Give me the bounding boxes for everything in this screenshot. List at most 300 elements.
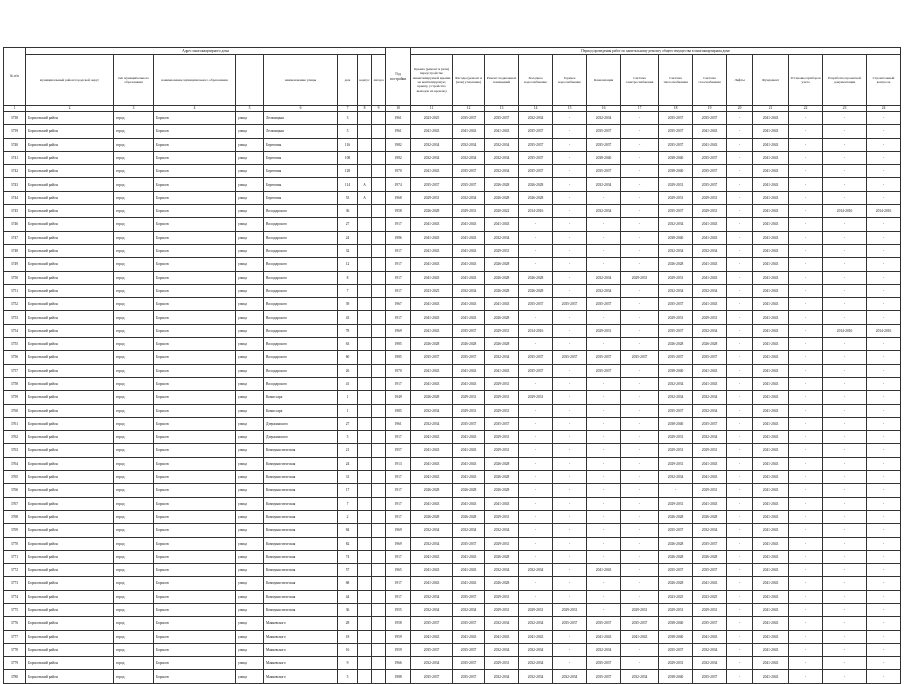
building-cell bbox=[358, 564, 372, 577]
facade-period-cell: 2041-2043 bbox=[453, 564, 485, 577]
letter-cell bbox=[372, 364, 386, 377]
roof-period-cell: 2032-2034 bbox=[411, 524, 453, 537]
municipality-cell: Борисов bbox=[154, 191, 236, 204]
roof-period-cell: 2035-2037 bbox=[411, 351, 453, 364]
settlement-type-cell: город bbox=[114, 497, 154, 510]
foundation-period-cell: 2041-2043 bbox=[753, 205, 789, 218]
table-row bbox=[4, 550, 901, 563]
foundation-period-cell: 2041-2043 bbox=[753, 484, 789, 497]
meters-period-cell: - bbox=[789, 404, 823, 417]
foundation-period-cell: 2041-2043 bbox=[753, 218, 789, 231]
cold-water-period-cell: - bbox=[519, 550, 553, 563]
street-name-cell: Комиссара bbox=[264, 391, 338, 404]
meters-period-cell: - bbox=[789, 657, 823, 670]
cold-water-period-cell: - bbox=[519, 431, 553, 444]
municipality-cell: Борисов bbox=[154, 537, 236, 550]
table-row bbox=[4, 324, 901, 337]
hot-water-period-cell: - bbox=[553, 125, 587, 138]
electricity-period-cell: - bbox=[621, 324, 659, 337]
foundation-period-cell: 2041-2043 bbox=[753, 125, 789, 138]
construction-control-period-cell: - bbox=[867, 630, 901, 643]
construction-control-period-cell: - bbox=[867, 417, 901, 430]
meters-period-cell: - bbox=[789, 471, 823, 484]
elevator-period-cell: - bbox=[727, 510, 753, 523]
build-year-cell: 1958 bbox=[386, 205, 411, 218]
letter-cell bbox=[372, 138, 386, 151]
gas-period-cell: 2041-2043 bbox=[693, 457, 727, 470]
construction-control-period-cell: - bbox=[867, 298, 901, 311]
gas-period-cell: 2041-2043 bbox=[693, 271, 727, 284]
row-number-cell: 3745 bbox=[4, 205, 26, 218]
elevator-period-cell: - bbox=[727, 271, 753, 284]
cold-water-period-cell: - bbox=[519, 537, 553, 550]
electricity-period-cell: - bbox=[621, 404, 659, 417]
build-year-cell: 1959 bbox=[386, 630, 411, 643]
gas-period-cell: 2035-2037 bbox=[693, 617, 727, 630]
elevator-period-cell: - bbox=[727, 324, 753, 337]
elevator-period-cell: - bbox=[727, 417, 753, 430]
table-row bbox=[4, 191, 901, 204]
design-docs-period-cell: - bbox=[823, 311, 867, 324]
house-cell: 53 bbox=[338, 191, 358, 204]
periods-group-header: Период проведения работ по капитальному ремонту общего имущества в многоквартирном доме bbox=[411, 48, 901, 55]
construction-control-period-cell: 2014-2016 bbox=[867, 205, 901, 218]
heating-period-cell: 2038-2040 bbox=[659, 630, 693, 643]
sewerage-period-cell: - bbox=[587, 603, 621, 616]
house-cell: 7 bbox=[338, 284, 358, 297]
basement-period-cell: 2032-2034 bbox=[485, 138, 519, 151]
street-name-cell: Коммунистическая bbox=[264, 577, 338, 590]
table-row bbox=[4, 298, 901, 311]
electricity-period-cell: - bbox=[621, 112, 659, 125]
build-year-cell: 1970 bbox=[386, 165, 411, 178]
row-number-cell: 3769 bbox=[4, 524, 26, 537]
hot-water-period-cell: - bbox=[553, 138, 587, 151]
build-year-cell: 1985 bbox=[386, 338, 411, 351]
column-header: Горячее водоснабжение bbox=[553, 55, 587, 106]
column-number: 4 bbox=[154, 106, 236, 112]
foundation-period-cell: 2041-2043 bbox=[753, 577, 789, 590]
letter-cell bbox=[372, 444, 386, 457]
heating-period-cell: - bbox=[659, 484, 693, 497]
hot-water-period-cell: - bbox=[553, 324, 587, 337]
roof-period-cell: 2041-2043 bbox=[411, 244, 453, 257]
sewerage-period-cell: 2035-2037 bbox=[587, 670, 621, 683]
settlement-type-cell: город bbox=[114, 617, 154, 630]
street-name-cell: Коммунистическая bbox=[264, 590, 338, 603]
house-cell: 63 bbox=[338, 338, 358, 351]
row-number-cell: 3780 bbox=[4, 670, 26, 683]
settlement-type-cell: город bbox=[114, 550, 154, 563]
basement-period-cell: 2035-2037 bbox=[485, 417, 519, 430]
table-row bbox=[4, 444, 901, 457]
building-cell bbox=[358, 643, 372, 656]
settlement-type-cell: город bbox=[114, 271, 154, 284]
sewerage-period-cell: 2035-2037 bbox=[587, 138, 621, 151]
electricity-period-cell: - bbox=[621, 657, 659, 670]
construction-control-period-cell: - bbox=[867, 138, 901, 151]
gas-period-cell: 2041-2043 bbox=[693, 125, 727, 138]
elevator-period-cell: - bbox=[727, 603, 753, 616]
district-cell: Борисовский район bbox=[26, 630, 114, 643]
design-docs-period-cell: - bbox=[823, 497, 867, 510]
elevator-period-cell: - bbox=[727, 550, 753, 563]
sewerage-period-cell: 2035-2037 bbox=[587, 125, 621, 138]
meters-period-cell: - bbox=[789, 298, 823, 311]
sewerage-period-cell: - bbox=[587, 524, 621, 537]
heating-period-cell: 2032-2034 bbox=[659, 218, 693, 231]
sewerage-period-cell: 2032-2034 bbox=[587, 178, 621, 191]
construction-control-period-cell: - bbox=[867, 431, 901, 444]
letter-cell bbox=[372, 524, 386, 537]
municipality-cell: Борисов bbox=[154, 244, 236, 257]
header-columns-row bbox=[4, 55, 901, 106]
district-cell: Борисовский район bbox=[26, 524, 114, 537]
house-cell: 28 bbox=[338, 617, 358, 630]
letter-cell bbox=[372, 191, 386, 204]
municipality-cell: Борисов bbox=[154, 311, 236, 324]
electricity-period-cell: - bbox=[621, 178, 659, 191]
elevator-period-cell: - bbox=[727, 178, 753, 191]
district-cell: Борисовский район bbox=[26, 377, 114, 390]
construction-control-period-cell: - bbox=[867, 497, 901, 510]
building-cell bbox=[358, 603, 372, 616]
construction-control-period-cell: - bbox=[867, 524, 901, 537]
hot-water-period-cell: - bbox=[553, 524, 587, 537]
house-cell: 43 bbox=[338, 311, 358, 324]
table-row bbox=[4, 603, 901, 616]
street-type-cell: улица bbox=[236, 444, 264, 457]
roof-period-cell: 2041-2043 bbox=[411, 324, 453, 337]
house-cell: 5 bbox=[338, 670, 358, 683]
hot-water-period-cell: - bbox=[553, 657, 587, 670]
hot-water-period-cell: - bbox=[553, 391, 587, 404]
table-row bbox=[4, 657, 901, 670]
municipality-cell: Борисов bbox=[154, 630, 236, 643]
sewerage-period-cell: - bbox=[587, 471, 621, 484]
letter-cell bbox=[372, 497, 386, 510]
design-docs-period-cell: - bbox=[823, 138, 867, 151]
elevator-period-cell: - bbox=[727, 244, 753, 257]
sewerage-period-cell: - bbox=[587, 484, 621, 497]
gas-period-cell: 2041-2043 bbox=[693, 377, 727, 390]
build-year-cell: 1986 bbox=[386, 231, 411, 244]
elevator-period-cell: - bbox=[727, 125, 753, 138]
row-number-cell: 3770 bbox=[4, 537, 26, 550]
street-name-cell: Лельчицкая bbox=[264, 112, 338, 125]
roof-period-cell: 2041-2043 bbox=[411, 431, 453, 444]
table-row bbox=[4, 617, 901, 630]
facade-period-cell: 2035-2037 bbox=[453, 670, 485, 683]
row-number-cell: 3755 bbox=[4, 338, 26, 351]
row-number-cell: 3763 bbox=[4, 444, 26, 457]
house-cell: 18 bbox=[338, 630, 358, 643]
gas-period-cell: 2035-2037 bbox=[693, 178, 727, 191]
house-cell: 2 bbox=[338, 510, 358, 523]
facade-period-cell: 2035-2037 bbox=[453, 178, 485, 191]
gas-period-cell: 2035-2037 bbox=[693, 564, 727, 577]
foundation-period-cell: 2041-2043 bbox=[753, 497, 789, 510]
municipality-cell: Борисов bbox=[154, 524, 236, 537]
municipality-cell: Борисов bbox=[154, 484, 236, 497]
cold-water-period-cell: 2032-2034 bbox=[519, 112, 553, 125]
street-name-cell: Коммунистическая bbox=[264, 471, 338, 484]
municipality-cell: Борисов bbox=[154, 151, 236, 164]
hot-water-period-cell: - bbox=[553, 497, 587, 510]
cold-water-period-cell: - bbox=[519, 510, 553, 523]
building-cell bbox=[358, 138, 372, 151]
letter-cell bbox=[372, 244, 386, 257]
electricity-period-cell: - bbox=[621, 258, 659, 271]
table-row bbox=[4, 537, 901, 550]
street-type-cell: улица bbox=[236, 151, 264, 164]
heating-period-cell: 2035-2037 bbox=[659, 404, 693, 417]
column-number: 20 bbox=[727, 106, 753, 112]
build-year-cell: 1968 bbox=[386, 191, 411, 204]
street-type-cell: улица bbox=[236, 457, 264, 470]
basement-period-cell: 2026-2028 bbox=[485, 311, 519, 324]
sewerage-period-cell: - bbox=[587, 417, 621, 430]
gas-period-cell: 2035-2037 bbox=[693, 165, 727, 178]
street-type-cell: улица bbox=[236, 258, 264, 271]
gas-period-cell: 2041-2043 bbox=[693, 218, 727, 231]
hot-water-period-cell: - bbox=[553, 471, 587, 484]
elevator-period-cell: - bbox=[727, 564, 753, 577]
facade-period-cell: 2041-2043 bbox=[453, 271, 485, 284]
foundation-period-cell: 2041-2043 bbox=[753, 138, 789, 151]
facade-period-cell: 2041-2043 bbox=[453, 377, 485, 390]
building-cell bbox=[358, 471, 372, 484]
basement-period-cell: 2032-2034 bbox=[485, 351, 519, 364]
table-row bbox=[4, 351, 901, 364]
construction-control-period-cell: - bbox=[867, 218, 901, 231]
cold-water-period-cell: 2029-2031 bbox=[519, 391, 553, 404]
meters-period-cell: - bbox=[789, 431, 823, 444]
foundation-period-cell: 2041-2043 bbox=[753, 457, 789, 470]
design-docs-period-cell: 2014-2016 bbox=[823, 205, 867, 218]
design-docs-period-cell: - bbox=[823, 258, 867, 271]
municipality-cell: Борисов bbox=[154, 550, 236, 563]
district-cell: Борисовский район bbox=[26, 218, 114, 231]
settlement-type-cell: город bbox=[114, 311, 154, 324]
house-cell: 36 bbox=[338, 603, 358, 616]
construction-control-period-cell: - bbox=[867, 125, 901, 138]
letter-cell bbox=[372, 537, 386, 550]
gas-period-cell: 2041-2043 bbox=[693, 577, 727, 590]
foundation-period-cell: 2041-2043 bbox=[753, 298, 789, 311]
cold-water-period-cell: 2035-2037 bbox=[519, 351, 553, 364]
house-cell: 27 bbox=[338, 218, 358, 231]
meters-period-cell: - bbox=[789, 643, 823, 656]
basement-period-cell: 2029-2031 bbox=[485, 324, 519, 337]
gas-period-cell: 2035-2037 bbox=[693, 670, 727, 683]
construction-control-period-cell: - bbox=[867, 537, 901, 550]
row-number-cell: 3749 bbox=[4, 258, 26, 271]
settlement-type-cell: город bbox=[114, 471, 154, 484]
electricity-period-cell: - bbox=[621, 125, 659, 138]
table-row bbox=[4, 643, 901, 656]
construction-control-period-cell: - bbox=[867, 670, 901, 683]
facade-period-cell: 2026-2028 bbox=[453, 338, 485, 351]
table-row bbox=[4, 151, 901, 164]
design-docs-period-cell: - bbox=[823, 630, 867, 643]
construction-control-period-cell: 2014-2016 bbox=[867, 324, 901, 337]
municipality-cell: Борисов bbox=[154, 564, 236, 577]
letter-cell bbox=[372, 643, 386, 656]
foundation-period-cell: 2041-2043 bbox=[753, 231, 789, 244]
municipality-cell: Борисов bbox=[154, 497, 236, 510]
hot-water-period-cell: 2032-2034 bbox=[553, 670, 587, 683]
design-docs-period-cell: - bbox=[823, 617, 867, 630]
facade-period-cell: 2035-2037 bbox=[453, 324, 485, 337]
cold-water-period-cell: 2026-2028 bbox=[519, 271, 553, 284]
settlement-type-cell: город bbox=[114, 510, 154, 523]
meters-period-cell: - bbox=[789, 364, 823, 377]
cold-water-period-cell: 2035-2037 bbox=[519, 165, 553, 178]
street-name-cell: Маяковского bbox=[264, 617, 338, 630]
letter-cell bbox=[372, 471, 386, 484]
basement-period-cell: 2032-2034 bbox=[485, 165, 519, 178]
foundation-period-cell: 2041-2043 bbox=[753, 284, 789, 297]
district-cell: Борисовский район bbox=[26, 670, 114, 683]
column-number: 18 bbox=[659, 106, 693, 112]
settlement-type-cell: город bbox=[114, 205, 154, 218]
street-name-cell: Береговая bbox=[264, 138, 338, 151]
electricity-period-cell: - bbox=[621, 377, 659, 390]
design-docs-period-cell: - bbox=[823, 231, 867, 244]
elevator-period-cell: - bbox=[727, 165, 753, 178]
district-cell: Борисовский район bbox=[26, 138, 114, 151]
row-number-cell: 3753 bbox=[4, 311, 26, 324]
house-cell: 7 bbox=[338, 497, 358, 510]
house-cell: 60 bbox=[338, 351, 358, 364]
cold-water-period-cell: 2026-2028 bbox=[519, 191, 553, 204]
building-cell bbox=[358, 165, 372, 178]
column-header: Система теплоснабжения bbox=[659, 55, 693, 106]
district-cell: Борисовский район bbox=[26, 271, 114, 284]
street-name-cell: Коммунистическая bbox=[264, 603, 338, 616]
design-docs-period-cell: - bbox=[823, 510, 867, 523]
street-name-cell: Маяковского bbox=[264, 643, 338, 656]
build-year-cell: 1969 bbox=[386, 324, 411, 337]
sewerage-period-cell: - bbox=[587, 577, 621, 590]
row-number-cell: 3739 bbox=[4, 125, 26, 138]
building-cell bbox=[358, 377, 372, 390]
letter-cell bbox=[372, 284, 386, 297]
cold-water-period-cell: 2035-2037 bbox=[519, 298, 553, 311]
building-cell bbox=[358, 351, 372, 364]
letter-cell bbox=[372, 258, 386, 271]
sewerage-period-cell: - bbox=[587, 497, 621, 510]
sewerage-period-cell: 2035-2037 bbox=[587, 364, 621, 377]
street-type-cell: улица bbox=[236, 218, 264, 231]
street-type-cell: улица bbox=[236, 670, 264, 683]
basement-period-cell: 2026-2028 bbox=[485, 191, 519, 204]
settlement-type-cell: город bbox=[114, 377, 154, 390]
foundation-period-cell: 2041-2043 bbox=[753, 191, 789, 204]
construction-control-period-cell: - bbox=[867, 603, 901, 616]
settlement-type-cell: город bbox=[114, 577, 154, 590]
foundation-period-cell: 2041-2043 bbox=[753, 524, 789, 537]
gas-period-cell: 2032-2034 bbox=[693, 284, 727, 297]
street-name-cell: Володарского bbox=[264, 205, 338, 218]
heating-period-cell: 2035-2037 bbox=[659, 324, 693, 337]
basement-period-cell: 2041-2043 bbox=[485, 630, 519, 643]
build-year-cell: 1917 bbox=[386, 431, 411, 444]
table-row bbox=[4, 205, 901, 218]
meters-period-cell: - bbox=[789, 112, 823, 125]
house-cell: 36 bbox=[338, 205, 358, 218]
column-header: Фундамент bbox=[753, 55, 789, 106]
basement-period-cell: 2041-2043 bbox=[485, 125, 519, 138]
construction-control-period-cell: - bbox=[867, 271, 901, 284]
elevator-period-cell: - bbox=[727, 643, 753, 656]
basement-period-cell: 2026-2028 bbox=[485, 338, 519, 351]
settlement-type-cell: город bbox=[114, 125, 154, 138]
street-name-cell: Володарского bbox=[264, 258, 338, 271]
letter-cell bbox=[372, 151, 386, 164]
row-number-cell: 3750 bbox=[4, 271, 26, 284]
electricity-period-cell: 2035-2037 bbox=[621, 351, 659, 364]
roof-period-cell: 2035-2037 bbox=[411, 643, 453, 656]
street-name-cell: Коммунистическая bbox=[264, 484, 338, 497]
hot-water-period-cell: 2035-2037 bbox=[553, 617, 587, 630]
roof-period-cell: 2041-2043 bbox=[411, 630, 453, 643]
basement-period-cell: 2029-2031 bbox=[485, 377, 519, 390]
building-cell bbox=[358, 537, 372, 550]
cold-water-period-cell: - bbox=[519, 444, 553, 457]
column-header: Холодное водоснабжение bbox=[519, 55, 553, 106]
street-type-cell: улица bbox=[236, 311, 264, 324]
electricity-period-cell: - bbox=[621, 431, 659, 444]
facade-period-cell: 2041-2043 bbox=[453, 444, 485, 457]
street-type-cell: улица bbox=[236, 298, 264, 311]
hot-water-period-cell: - bbox=[553, 205, 587, 218]
hot-water-period-cell: - bbox=[553, 417, 587, 430]
construction-control-period-cell: - bbox=[867, 657, 901, 670]
letter-cell bbox=[372, 112, 386, 125]
meters-period-cell: - bbox=[789, 524, 823, 537]
facade-period-cell: 2041-2043 bbox=[453, 258, 485, 271]
district-cell: Борисовский район bbox=[26, 165, 114, 178]
sewerage-period-cell: 2032-2034 bbox=[587, 112, 621, 125]
basement-period-cell: 2032-2034 bbox=[485, 231, 519, 244]
gas-period-cell: 2032-2034 bbox=[693, 524, 727, 537]
street-name-cell: Береговая bbox=[264, 151, 338, 164]
table-row bbox=[4, 364, 901, 377]
heating-period-cell: 2032-2034 bbox=[659, 284, 693, 297]
municipality-cell: Борисов bbox=[154, 231, 236, 244]
construction-control-period-cell: - bbox=[867, 391, 901, 404]
elevator-period-cell: - bbox=[727, 151, 753, 164]
basement-period-cell: 2026-2028 bbox=[485, 271, 519, 284]
building-cell bbox=[358, 457, 372, 470]
facade-period-cell: 2041-2043 bbox=[453, 298, 485, 311]
row-number-cell: 3773 bbox=[4, 577, 26, 590]
letter-cell bbox=[372, 417, 386, 430]
row-number-cell: 3768 bbox=[4, 510, 26, 523]
table-row bbox=[4, 417, 901, 430]
foundation-period-cell: 2041-2043 bbox=[753, 391, 789, 404]
municipality-cell: Борисов bbox=[154, 298, 236, 311]
municipality-cell: Борисов bbox=[154, 404, 236, 417]
municipality-cell: Борисов bbox=[154, 617, 236, 630]
row-number-cell: 3771 bbox=[4, 550, 26, 563]
hot-water-period-cell: 2035-2037 bbox=[553, 351, 587, 364]
design-docs-period-cell: - bbox=[823, 524, 867, 537]
elevator-period-cell: - bbox=[727, 497, 753, 510]
street-name-cell: Береговая bbox=[264, 191, 338, 204]
